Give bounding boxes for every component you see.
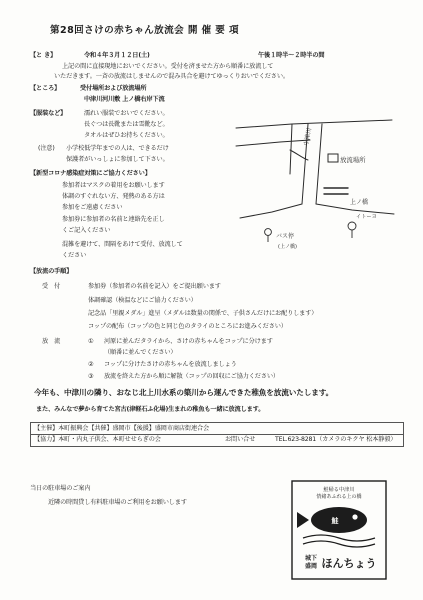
release-step-3-number: ③ xyxy=(88,373,94,380)
covid-text-1: 参加者はマスクの着用をお願いします xyxy=(62,182,165,189)
note-label: (注意) xyxy=(38,145,55,152)
release-step-1-note: （順番に並んでください） xyxy=(104,349,177,356)
organizer-host: 【主催】本町振興会【共催】盛岡市【後援】盛岡市商店街連合会 xyxy=(34,425,210,432)
when-text-1: 上記の間に直接現地においでください。受付を済ませた方から順番に放流して xyxy=(62,63,274,70)
map-river-label: 中津川 xyxy=(303,127,314,147)
release-step-2-number: ② xyxy=(88,361,94,368)
map-shop-label: イトーヨ xyxy=(356,214,377,220)
honcho-logo xyxy=(291,480,387,580)
fish-icon xyxy=(297,507,367,533)
logo-name: ほんちょう xyxy=(321,557,377,570)
when-text-2: いただきます。一斉の放流はしませんので混み具合を避けてゆっくりおいでください。 xyxy=(54,73,289,80)
organizer-box xyxy=(30,422,404,447)
bus-stop-icon xyxy=(265,229,272,242)
message-line-1: 今年も、中津川の隣り、おなじ北上川水系の簗川から運んできた稚魚を放流いたします。 xyxy=(34,388,334,397)
release-step-1: 河原に並んだタライから、さけの赤ちゃんをコップに分けます xyxy=(104,338,273,345)
bus-stop-icon xyxy=(348,222,356,238)
clothes-text-1: 濡れい服装でおいでください。 xyxy=(84,110,169,117)
svg-text:鮭: 鮭 xyxy=(331,517,339,525)
reception-step-3: 記念品「里親メダル」進呈（メダルは数量の関係で、子供さんだけにお配りします） xyxy=(88,310,318,317)
access-map xyxy=(232,114,402,264)
contact-tel: TEL.623-8281（カメラのキクヤ 松本静毅） xyxy=(275,436,397,443)
map-busstop-name: (上ノ橋) xyxy=(278,244,297,250)
covid-text-4: 参加券に参加者の名前と連絡先を正し xyxy=(62,216,165,223)
wave-icon xyxy=(303,535,375,541)
reception-step-4: コップの配布（コップの色と同じ色のタライのところにお進みください） xyxy=(88,323,287,330)
map-river-bank xyxy=(316,124,322,204)
where-label: 【ところ】 xyxy=(30,85,61,92)
where-text-1: 受付場所および放流場所 xyxy=(80,85,147,92)
covid-text-3: 参加をご遠慮ください xyxy=(62,204,123,211)
covid-label: 【新型コロナ感染症対策にご協力ください】 xyxy=(30,170,151,177)
covid-text-6: 混雑を避けて、間隔をあけて受付、放流して xyxy=(62,241,183,248)
bridge-icon xyxy=(324,188,348,194)
event-time: 午後１時半～２時半の間 xyxy=(258,52,325,59)
message-line-2: また、みんなで夢から育てた宮古(津軽石ふ化場)生まれの稚魚も一緒に放流します。 xyxy=(36,406,265,413)
clothes-label: 【服装など】 xyxy=(30,110,67,117)
logo-badge-2: 盛岡 xyxy=(304,563,318,570)
parking-text: 近隣の時間貸し有料駐車場のご利用をお願いします xyxy=(48,499,187,506)
covid-text-2: 体調のすぐれない方、発熱のある方は xyxy=(62,193,165,200)
covid-text-7: ください xyxy=(62,252,87,259)
map-road xyxy=(236,140,310,146)
release-site-marker xyxy=(328,154,338,162)
note-text-1: 小学校低学年までの人は、できるだけ xyxy=(66,145,169,152)
logo-badge-1: 城下 xyxy=(304,555,318,562)
organizer-coop: 【協力】本町・内丸子供会、本町せせらぎの会 xyxy=(34,436,161,443)
clothes-text-2: 長ぐつは長靴または雪靴など。 xyxy=(84,121,169,128)
reception-label: 受 付 xyxy=(42,283,61,290)
map-site-label: 放流場所 xyxy=(340,156,366,164)
reception-step-2: 体調確認（検温などにご協力ください） xyxy=(88,297,197,304)
release-step-1-number: ① xyxy=(88,338,94,345)
box-divider xyxy=(31,434,403,435)
when-label: 【と き】 xyxy=(30,52,57,59)
map-bridge-label: 上ノ橋 xyxy=(350,199,369,206)
page-title: 第28回さけの赤ちゃん放流会 開 催 要 項 xyxy=(50,25,240,36)
clothes-text-3: タオルはぜひお持ちください。 xyxy=(84,132,169,139)
map-road xyxy=(236,120,392,128)
contact-label: お問い合せ xyxy=(225,436,256,443)
map-road xyxy=(240,204,302,218)
covid-text-5: くご記入ください xyxy=(62,227,111,234)
where-text-2: 中津川河川敷 上ノ橋右岸下流 xyxy=(84,96,165,103)
release-step-2: コップに分けたさけの赤ちゃんを放流しましょう xyxy=(104,361,237,368)
release-step-3: 放流を終えた方から順に解散（コップの回収にご協力ください） xyxy=(104,373,279,380)
release-label: 放 流 xyxy=(42,338,61,345)
parking-title: 当日の駐車場のご案内 xyxy=(30,485,91,492)
event-date: 令和４年３月１２日(土) xyxy=(84,52,150,59)
note-text-2: 保護者がいっしょに参加して下さい。 xyxy=(66,156,169,163)
reception-step-1: 参加券（参加者の名前を記入）をご提出願います xyxy=(88,283,221,290)
logo-slogan-1: 鮭帰る中津川 xyxy=(323,487,355,493)
map-road xyxy=(290,124,292,174)
logo-slogan-2: 情緒あふれる上の橋 xyxy=(316,494,362,500)
wave-icon xyxy=(303,541,375,547)
procedure-label: 【放流の手順】 xyxy=(30,268,73,275)
map-busstop-label: バス停 xyxy=(276,233,295,240)
